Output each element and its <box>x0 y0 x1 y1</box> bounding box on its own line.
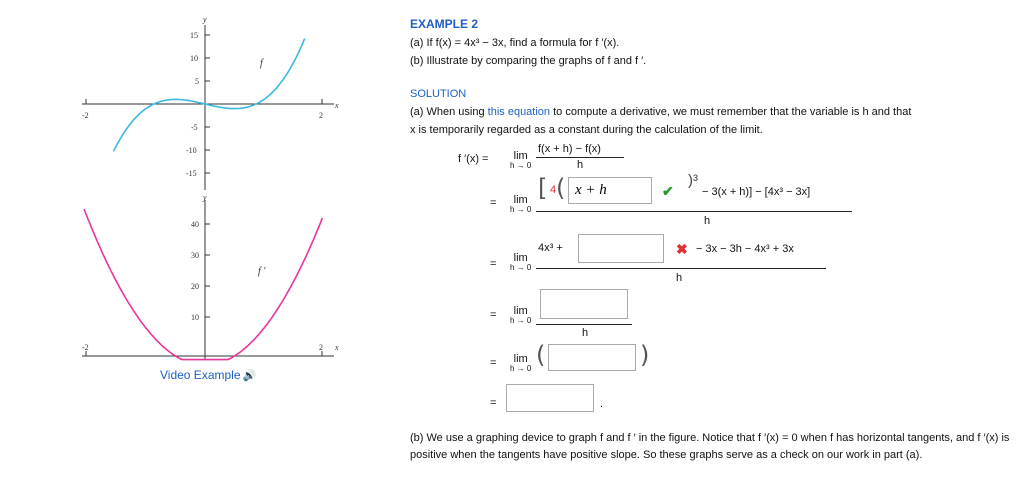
this-equation-link[interactable]: this equation <box>487 106 551 118</box>
bottom-y-label: y <box>203 193 207 202</box>
answer-box-5[interactable] <box>506 384 594 412</box>
solution-line-2: x is temporarily regarded as a constant during the calculation of the limit. <box>410 124 763 136</box>
part-b-question: (b) Illustrate by comparing the graphs of f and f ′. <box>410 55 647 67</box>
lim-1: lim h → 0 <box>510 150 532 170</box>
row3-pre: 4x³ + <box>538 242 563 254</box>
eq-2: = <box>490 197 497 209</box>
solution-line-1-post: to compute a derivative, we must remember that the variable is h and that <box>550 106 912 118</box>
graphs-figure <box>0 0 400 400</box>
lim-3: lim h → 0 <box>510 252 532 272</box>
row2-open-paren: ( <box>556 174 566 202</box>
row6-period: . <box>600 398 604 410</box>
top-tick-neg5: -5 <box>191 123 198 132</box>
video-example-label[interactable]: Video Example <box>160 368 241 382</box>
row1-fraction-bar <box>536 157 624 158</box>
row2-cube: )³ <box>688 172 698 189</box>
solution-line-1 <box>410 106 911 118</box>
solution-title: SOLUTION <box>410 88 467 100</box>
f-prime-curve <box>84 209 322 360</box>
row2-fraction-bar <box>536 211 852 212</box>
answer-box-2[interactable] <box>578 234 664 263</box>
solution-line-1-pre: (a) When using <box>410 106 488 118</box>
row3-denominator: h <box>676 272 683 284</box>
answer-box-4[interactable] <box>548 344 636 371</box>
row2-open-bracket: [ <box>538 174 548 202</box>
top-tick-10: 10 <box>190 54 198 63</box>
speaker-icon[interactable]: 🔊 <box>242 369 257 382</box>
bottom-graph <box>82 200 334 360</box>
eq-6: = <box>490 397 497 409</box>
example-title: EXAMPLE 2 <box>410 17 479 31</box>
eq-5: = <box>490 357 497 369</box>
bottom-x-tick-neg2: -2 <box>82 343 89 352</box>
row4-denominator: h <box>582 327 589 339</box>
bottom-tick-10: 10 <box>191 313 199 322</box>
bottom-x-tick-2: 2 <box>319 343 323 352</box>
fprime-lhs: f ′(x) = <box>458 153 489 165</box>
row1-denominator: h <box>577 159 584 171</box>
top-tick-neg10: -10 <box>186 146 197 155</box>
part-a-question: (a) If f(x) = 4x³ − 3x, find a formula for f ′(x). <box>410 37 620 49</box>
row3-rest: − 3x − 3h − 4x³ + 3x <box>696 243 794 255</box>
bottom-curve-label: f ' <box>258 266 266 277</box>
top-curve-label: f <box>260 58 263 69</box>
top-graph <box>82 25 334 190</box>
top-tick-15: 15 <box>190 31 198 40</box>
part-b-solution: (b) We use a graphing device to graph f and f ′ in the figure. Notice that f ′(x) = 0 when f has horizontal tangents, and f ′(x) is positive when the tangents have positive slope. So these graphs serve as a check on our work in part (a). <box>410 432 1010 461</box>
top-x-label: x <box>335 101 339 110</box>
row2-rest: − 3(x + h)] − [4x³ − 3x] <box>702 186 811 198</box>
bottom-tick-30: 30 <box>191 251 199 260</box>
f-curve <box>114 39 305 152</box>
eq-4: = <box>490 309 497 321</box>
top-tick-5: 5 <box>195 77 199 86</box>
bottom-tick-20: 20 <box>191 282 199 291</box>
bottom-tick-40: 40 <box>191 220 199 229</box>
row5-open-paren: ( <box>536 341 546 369</box>
answer-box-3[interactable] <box>540 289 628 319</box>
bottom-x-label: x <box>335 343 339 352</box>
top-x-tick-2: 2 <box>319 111 323 120</box>
top-x-tick-neg2: -2 <box>82 111 89 120</box>
row2-four: 4 <box>550 184 557 196</box>
cross-icon: ✖ <box>676 241 688 257</box>
video-example-link[interactable] <box>160 368 256 382</box>
lim-2: lim h → 0 <box>510 194 532 214</box>
check-icon: ✔ <box>662 183 674 199</box>
lim-5: lim h → 0 <box>510 353 532 373</box>
row3-fraction-bar <box>536 268 826 269</box>
row5-close-paren: ) <box>640 341 650 369</box>
eq-3: = <box>490 258 497 270</box>
lim-4: lim h → 0 <box>510 305 532 325</box>
row4-fraction-bar <box>536 324 632 325</box>
top-y-label: y <box>203 15 207 24</box>
row2-denominator: h <box>704 215 711 227</box>
top-tick-neg15: -15 <box>186 169 197 178</box>
answer-box-1[interactable] <box>568 177 652 204</box>
row1-numerator: f(x + h) − f(x) <box>538 143 601 155</box>
